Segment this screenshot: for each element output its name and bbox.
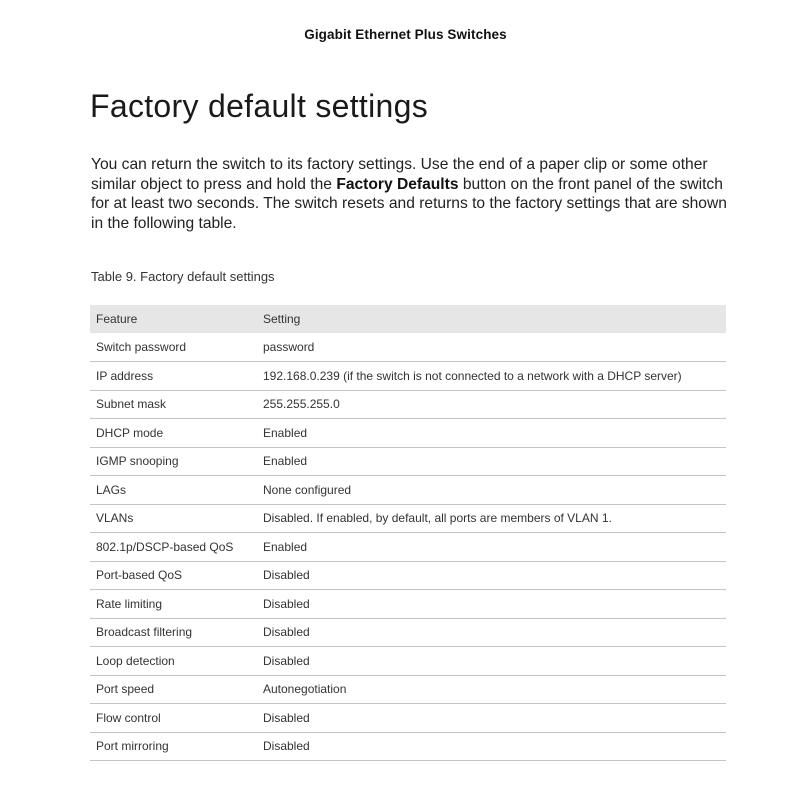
setting-cell: Disabled	[257, 704, 726, 733]
setting-cell: Enabled	[257, 533, 726, 562]
page-title: Factory default settings	[90, 88, 429, 124]
setting-cell: Enabled	[257, 419, 726, 448]
setting-cell: Autonegotiation	[257, 675, 726, 704]
table-row	[90, 390, 726, 419]
intro-text-end: button on the front panel of the switch for at least two seconds. The switch resets and returns to the factory settings that are shown in the following table.	[91, 175, 727, 232]
setting-cell: 255.255.255.0	[257, 390, 726, 419]
setting-cell: Disabled	[257, 732, 726, 761]
factory-defaults-button-term: Factory Defaults	[336, 175, 459, 193]
setting-cell: Disabled	[257, 618, 726, 647]
feature-cell: Port mirroring	[90, 732, 257, 761]
table-row	[90, 561, 726, 590]
feature-cell: Subnet mask	[90, 390, 257, 419]
setting-cell: 192.168.0.239 (if the switch is not connected to a network with a DHCP server)	[257, 362, 726, 391]
table-row	[90, 447, 726, 476]
setting-cell: Enabled	[257, 447, 726, 476]
table-row	[90, 704, 726, 733]
table-row	[90, 362, 726, 391]
table-row	[90, 533, 726, 562]
feature-cell: Loop detection	[90, 647, 257, 676]
feature-cell: Broadcast filtering	[90, 618, 257, 647]
feature-cell: LAGs	[90, 476, 257, 505]
feature-cell: VLANs	[90, 504, 257, 533]
table-header-row	[90, 305, 726, 333]
setting-cell: Disabled. If enabled, by default, all ports are members of VLAN 1.	[257, 504, 726, 533]
setting-cell: Disabled	[257, 590, 726, 619]
feature-cell: 802.1p/DSCP-based QoS	[90, 533, 257, 562]
feature-cell: IP address	[90, 362, 257, 391]
feature-cell: Port-based QoS	[90, 561, 257, 590]
feature-cell: Flow control	[90, 704, 257, 733]
setting-cell: Disabled	[257, 561, 726, 590]
table-row	[90, 333, 726, 362]
intro-text-start: You can return the switch to its factory settings. Use the end of a paper clip or some other similar object to press and hold the	[91, 156, 708, 193]
table-row	[90, 647, 726, 676]
table-row	[90, 732, 726, 761]
table-row	[90, 504, 726, 533]
table-row	[90, 675, 726, 704]
feature-cell: DHCP mode	[90, 419, 257, 448]
table-caption: Table 9. Factory default settings	[91, 269, 275, 284]
table-row	[90, 618, 726, 647]
feature-cell: Rate limiting	[90, 590, 257, 619]
intro-paragraph	[91, 155, 731, 233]
setting-cell: Disabled	[257, 647, 726, 676]
running-header: Gigabit Ethernet Plus Switches	[304, 27, 507, 42]
feature-cell: Port speed	[90, 675, 257, 704]
feature-cell: IGMP snooping	[90, 447, 257, 476]
table-row	[90, 476, 726, 505]
column-header-setting: Setting	[257, 305, 726, 333]
setting-cell: password	[257, 333, 726, 362]
factory-settings-table	[90, 305, 726, 761]
feature-cell: Switch password	[90, 333, 257, 362]
column-header-feature: Feature	[90, 305, 257, 333]
table-row	[90, 419, 726, 448]
setting-cell: None configured	[257, 476, 726, 505]
table-row	[90, 590, 726, 619]
